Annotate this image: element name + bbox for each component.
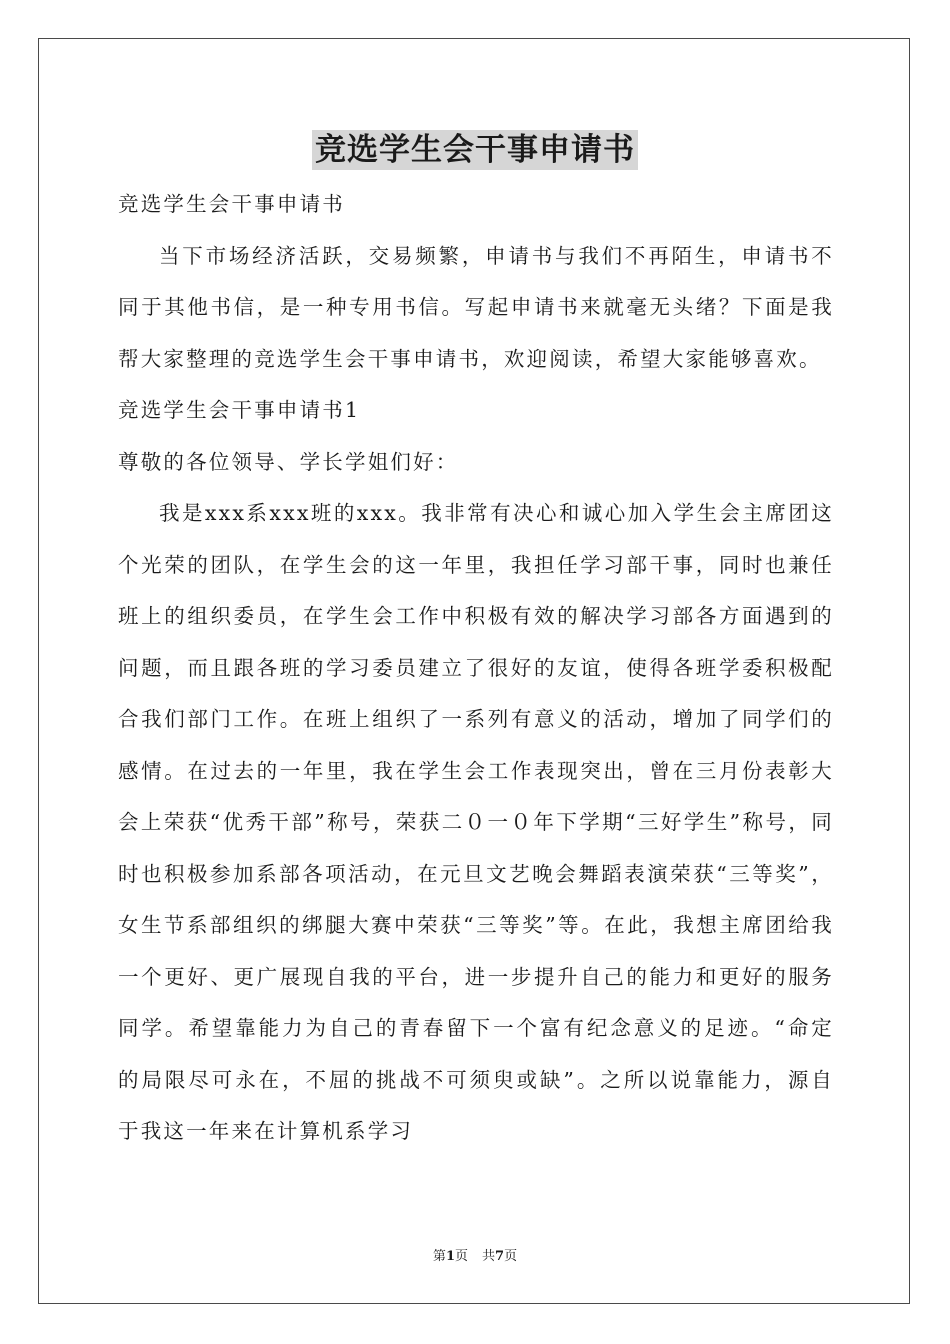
page-footer <box>0 1248 950 1266</box>
title-container <box>0 130 950 170</box>
document-body <box>118 179 834 1158</box>
paragraph-body: 我是xxx系xxx班的xxx。我非常有决心和诚心加入学生会主席团这个光荣的团队，在学生会的这一年里，我担任学习部干事，同时也兼任班上的组织委员，在学生会工作中积极有效的解决学习部各方面遇到的问题，而且跟各班的学习委员建立了很好的友谊，使得各班学委积极配合我们部门工作。在班上组织了一系列有意义的活动，增加了同学们的感情。在过去的一年里，我在学生会工作表现突出，曾在三月份表彰大会上荣获“优秀干部”称号，荣获二０一０年下学期“三好学生”称号，同时也积极参加系部各项活动，在元旦文艺晚会舞蹈表演荣获“三等奖”，女生节系部组织的绑腿大赛中荣获“三等奖”等。在此，我想主席团给我一个更好、更广展现自我的平台，进一步提升自己的能力和更好的服务同学。希望靠能力为自己的青春留下一个富有纪念意义的足迹。“命定的局限尽可永在，不屈的挑战不可须臾或缺”。之所以说靠能力，源自于我这一年来在计算机系学习 <box>118 501 834 1143</box>
paragraph-salutation: 尊敬的各位领导、学长学姐们好： <box>118 449 459 474</box>
page-label-suffix: 页 <box>454 1249 468 1264</box>
paragraph-subtitle: 竞选学生会干事申请书 <box>118 192 345 216</box>
page-label-prefix: 第 <box>432 1249 446 1264</box>
total-page-number: 7 <box>495 1249 505 1264</box>
paragraph-intro: 当下市场经济活跃，交易频繁，申请书与我们不再陌生，申请书不同于其他书信，是一种专用书信。写起申请书来就毫无头绪？下面是我帮大家整理的竞选学生会干事申请书，欢迎阅读，希望大家能够喜欢。 <box>118 243 834 371</box>
total-label-prefix: 共 <box>482 1249 496 1264</box>
document-title: 竞选学生会干事申请书 <box>312 130 638 170</box>
paragraph-section-heading: 竞选学生会干事申请书1 <box>118 398 361 422</box>
current-page-number: 1 <box>445 1249 455 1264</box>
total-label-suffix: 页 <box>504 1249 518 1264</box>
